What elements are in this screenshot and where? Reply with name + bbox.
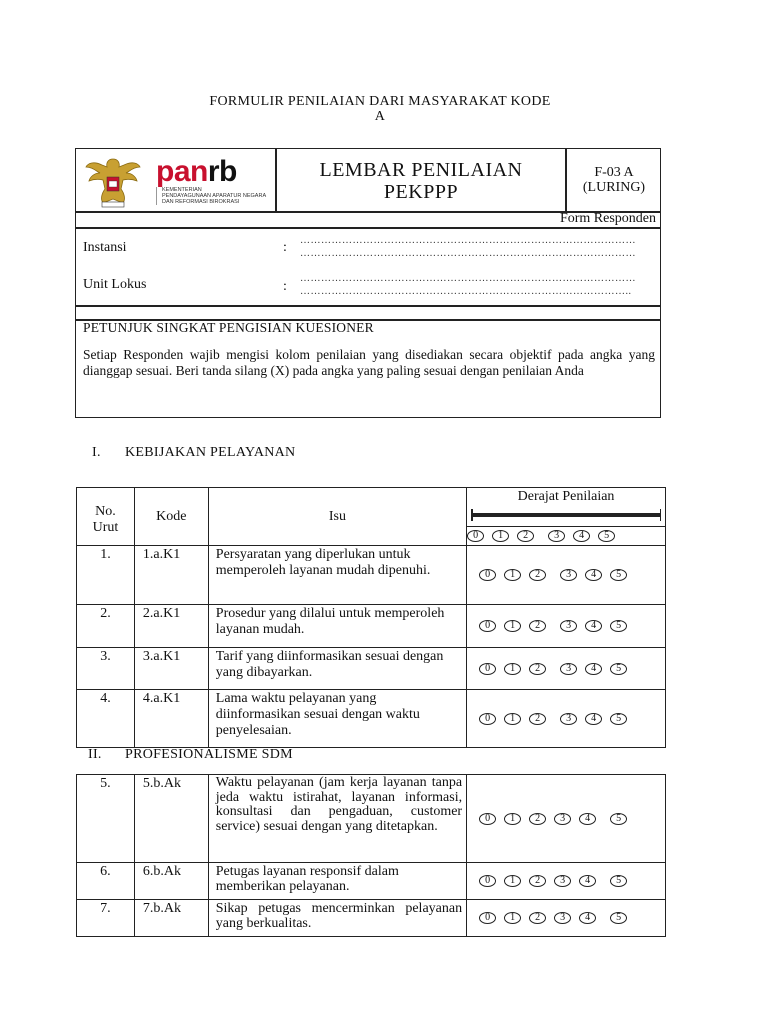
section1-title: KEBIJAKAN PELAYANAN bbox=[125, 445, 296, 460]
instructions-body: Setiap Responden wajib mengisi kolom penilaian yang disediakan secara objektif pada angka yang dianggap sesuai. Beri tanda silang (X) pada angka yang paling sesuai dengan penilaian Anda bbox=[83, 347, 655, 378]
table-row: 4. 4.a.K1 Lama waktu pelayanan yang diinformasikan sesuai dengan waktu penyelesaian. 0 1 2 3 4 5 bbox=[77, 690, 666, 748]
table-row: 3. 3.a.K1 Tarif yang diinformasikan sesuai dengan yang dibayarkan. 0 1 2 3 4 5 bbox=[77, 648, 666, 690]
table-row: 1. 1.a.K1 Persyaratan yang diperlukan untuk memperoleh layanan mudah dipenuhi. 0 1 2 3 4 5 bbox=[77, 546, 666, 605]
questions-table-2 bbox=[76, 774, 666, 937]
sheet-title-line1: LEMBAR PENILAIAN bbox=[319, 159, 523, 181]
section2-title: PROFESIONALISME SDM bbox=[125, 747, 293, 762]
scale-header-values: 0 1 2 3 4 5 bbox=[467, 526, 665, 543]
instansi-field-line1[interactable]: …………………………………………………………………………………… bbox=[300, 235, 636, 246]
unit-lokus-label: Unit Lokus bbox=[83, 277, 147, 292]
rating-cell[interactable]: 0 1 2 3 4 5 bbox=[467, 690, 666, 748]
table-row: 6. 6.b.Ak Petugas layanan responsif dalam memberikan pelayanan. 0 1 2 3 4 5 bbox=[77, 863, 666, 900]
logo-sub-2: PENDAYAGUNAAN APARATUR NEGARA bbox=[162, 193, 267, 199]
logo-wordmark: panrb bbox=[156, 155, 237, 188]
form-title-line1: FORMULIR PENILAIAN DARI MASYARAKAT KODE bbox=[209, 94, 551, 109]
rating-cell[interactable]: 0 1 2 3 4 5 bbox=[467, 775, 666, 863]
instansi-field-line2[interactable]: …………………………………………………………………………………… bbox=[300, 248, 636, 259]
unit-lokus-field-line2[interactable]: ………………………………………………………………………………….. bbox=[300, 286, 632, 297]
instansi-colon: : bbox=[283, 240, 287, 255]
garuda-emblem-icon bbox=[84, 153, 142, 209]
header-kode: Kode bbox=[134, 488, 208, 546]
form-title-line2: A bbox=[374, 109, 386, 124]
logo-sub-3: DAN REFORMASI BIROKRASI bbox=[162, 199, 240, 205]
unit-lokus-field-line1[interactable]: …………………………………………………………………………………… bbox=[300, 273, 636, 284]
form-responden-label: Form Responden bbox=[559, 211, 656, 226]
rating-cell[interactable]: 0 1 2 3 4 5 bbox=[467, 546, 666, 605]
rating-cell[interactable]: 0 1 2 3 4 5 bbox=[467, 605, 666, 648]
rating-cell[interactable]: 0 1 2 3 4 5 bbox=[467, 863, 666, 900]
form-code-type: (LURING) bbox=[582, 180, 646, 195]
scale-bar bbox=[471, 509, 661, 521]
instansi-label: Instansi bbox=[83, 240, 127, 255]
sheet-title-line2: PEKPPP bbox=[383, 181, 459, 203]
header-box bbox=[75, 148, 661, 418]
rating-cell[interactable]: 0 1 2 3 4 5 bbox=[467, 648, 666, 690]
header-isu: Isu bbox=[208, 488, 466, 546]
form-code: F-03 A bbox=[594, 165, 634, 180]
rating-cell[interactable]: 0 1 2 3 4 5 bbox=[467, 900, 666, 937]
section2-number: II. bbox=[88, 747, 102, 762]
section1-number: I. bbox=[92, 445, 101, 460]
unit-lokus-colon: : bbox=[283, 279, 287, 294]
logo-sub-1: KEMENTERIAN bbox=[162, 187, 202, 193]
table-row: 7. 7.b.Ak Sikap petugas mencerminkan pelayanan yang berkualitas. 0 1 2 3 4 5 bbox=[77, 900, 666, 937]
table-row: 2. 2.a.K1 Prosedur yang dilalui untuk memperoleh layanan mudah. 0 1 2 3 4 5 bbox=[77, 605, 666, 648]
header-derajat: Derajat Penilaian 0 1 2 3 4 5 bbox=[467, 488, 666, 546]
questions-table-1 bbox=[76, 487, 666, 748]
table-row: 5. 5.b.Ak Waktu pelayanan (jam kerja layanan tanpa jeda waktu istirahat, layanan informasi, konsultasi dan pengaduan, customer service) sesuai dengan yang ditetapkan. 0 1 2 3 4 5 bbox=[77, 775, 666, 863]
instructions-title: PETUNJUK SINGKAT PENGISIAN KUESIONER bbox=[83, 320, 374, 335]
header-no-urut: No. Urut bbox=[77, 488, 135, 546]
